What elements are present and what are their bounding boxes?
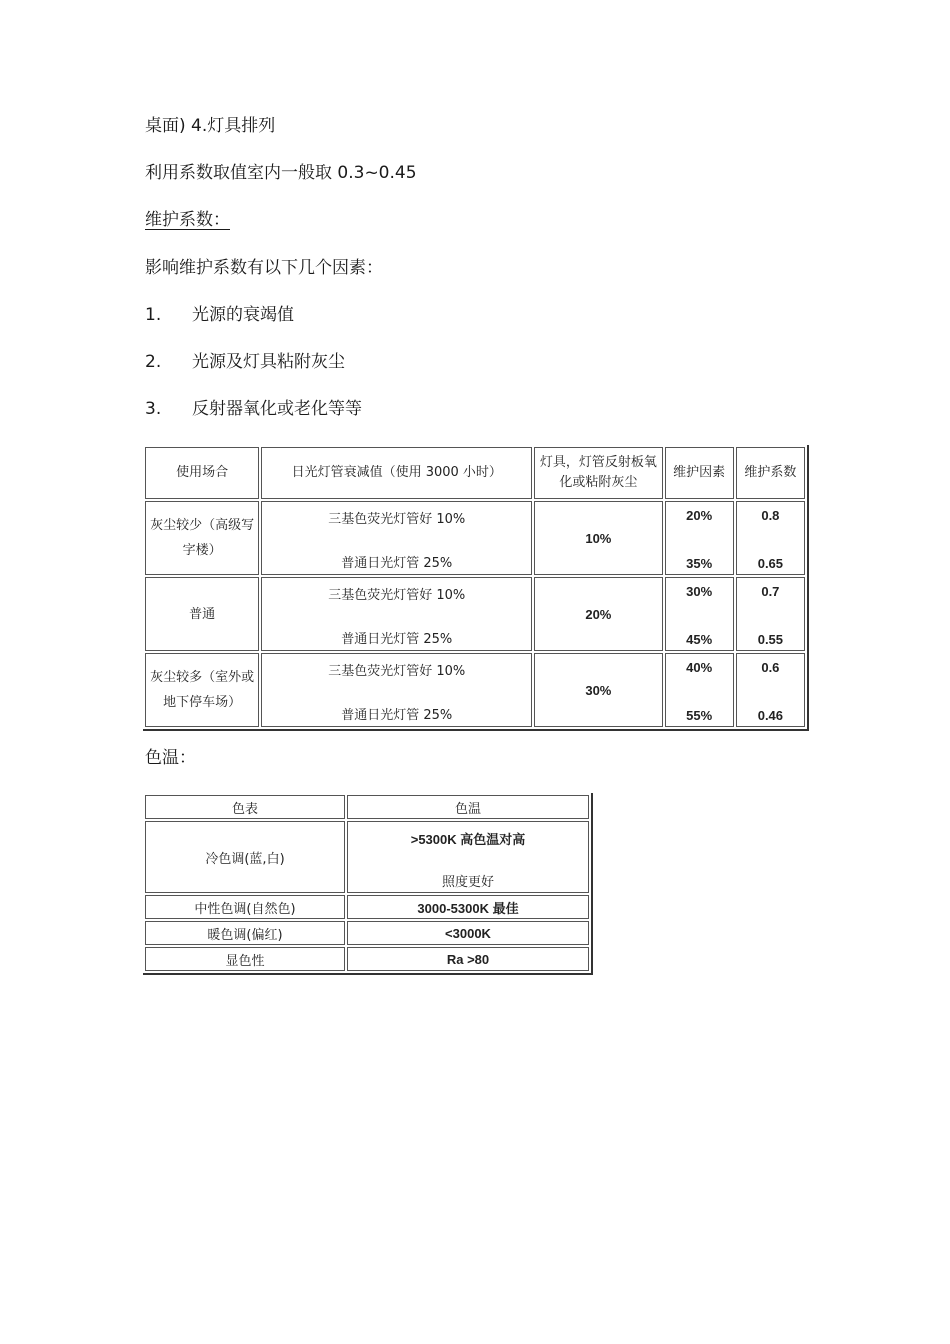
dust-cell: 20%: [534, 577, 662, 651]
factor-cell: [665, 577, 734, 651]
color-temp-heading: 色温：: [145, 748, 196, 768]
coef-value: 0.8: [761, 508, 780, 523]
factor-cell: [665, 501, 734, 575]
factor-value: 45%: [686, 632, 713, 647]
color-name-cell: 显色性: [145, 947, 345, 971]
factor-value: 30%: [686, 584, 713, 599]
table-row: [145, 895, 589, 919]
lamp-decay-cell: [261, 501, 532, 575]
header-cell: 色表: [145, 795, 345, 819]
header-cell: 维护系数: [736, 447, 805, 499]
color-temperature-table: [143, 793, 593, 975]
coef-value: 0.46: [757, 708, 784, 723]
dust-cell: 30%: [534, 653, 662, 727]
scene-cell: 灰尘较多（室外或地下停车场）: [145, 653, 259, 727]
coef-value: 0.7: [761, 584, 780, 599]
header-cell: 日光灯管衰减值（使用 3000 小时）: [261, 447, 532, 499]
scene-cell: 灰尘较少（高级写字楼）: [145, 501, 259, 575]
lamp-tri-phosphor: 三基色荧光灯管好 10%: [328, 588, 466, 603]
list-item: [145, 350, 345, 374]
factor-value: 40%: [686, 660, 713, 675]
coef-cell: [736, 577, 805, 651]
list-text: 光源及灯具粘附灰尘: [192, 352, 345, 372]
list-item: [145, 303, 294, 327]
lamp-tri-phosphor: 三基色荧光灯管好 10%: [328, 664, 466, 679]
lamp-ordinary: 普通日光灯管 25%: [341, 632, 453, 647]
text-line-4: 影响维护系数有以下几个因素：: [145, 258, 383, 278]
list-text: 反射器氧化或老化等等: [192, 399, 362, 419]
maintenance-heading: 维护系数：: [145, 210, 230, 230]
text-line-1: 桌面) 4.灯具排列: [145, 116, 276, 136]
factor-value: 20%: [686, 508, 713, 523]
coef-cell: [736, 501, 805, 575]
table-header-row: [145, 447, 805, 499]
table-row: [145, 653, 805, 727]
list-number: 1.: [145, 305, 162, 325]
color-value-line: 照度更好: [441, 875, 494, 890]
table-row: [145, 921, 589, 945]
lamp-ordinary: 普通日光灯管 25%: [341, 556, 453, 571]
factor-value: 55%: [686, 708, 713, 723]
header-cell: 色温: [347, 795, 589, 819]
color-value-line: >5300K 高色温对高: [410, 832, 526, 847]
list-text: 光源的衰竭值: [192, 305, 294, 325]
lamp-decay-cell: [261, 577, 532, 651]
table-row: [145, 577, 805, 651]
coef-value: 0.6: [761, 660, 780, 675]
lamp-tri-phosphor: 三基色荧光灯管好 10%: [328, 512, 466, 527]
header-cell: 维护因素: [665, 447, 734, 499]
table-row: [145, 821, 589, 893]
color-value-cell: 3000-5300K 最佳: [347, 895, 589, 919]
header-cell: 灯具，灯管反射板氧化或粘附灰尘: [534, 447, 662, 499]
factor-cell: [665, 653, 734, 727]
list-number: 3.: [145, 399, 162, 419]
scene-cell: 普通: [145, 577, 259, 651]
maintenance-table: [143, 445, 809, 731]
list-item: [145, 397, 362, 421]
lamp-ordinary: 普通日光灯管 25%: [341, 708, 453, 723]
text-line-2: 利用系数取值室内一般取 0.3~0.45: [145, 163, 417, 183]
color-value-cell: [347, 821, 589, 893]
header-cell: 使用场合: [145, 447, 259, 499]
color-value-cell: Ra >80: [347, 947, 589, 971]
color-name-cell: 暖色调(偏红): [145, 921, 345, 945]
color-value-cell: <3000K: [347, 921, 589, 945]
dust-cell: 10%: [534, 501, 662, 575]
coef-cell: [736, 653, 805, 727]
color-name-cell: 冷色调(蓝,白): [145, 821, 345, 893]
color-name-cell: 中性色调(自然色): [145, 895, 345, 919]
coef-value: 0.65: [757, 556, 784, 571]
factor-value: 35%: [686, 556, 713, 571]
lamp-decay-cell: [261, 653, 532, 727]
list-number: 2.: [145, 352, 162, 372]
table-row: [145, 947, 589, 971]
table-header-row: [145, 795, 589, 819]
table-row: [145, 501, 805, 575]
coef-value: 0.55: [757, 632, 784, 647]
